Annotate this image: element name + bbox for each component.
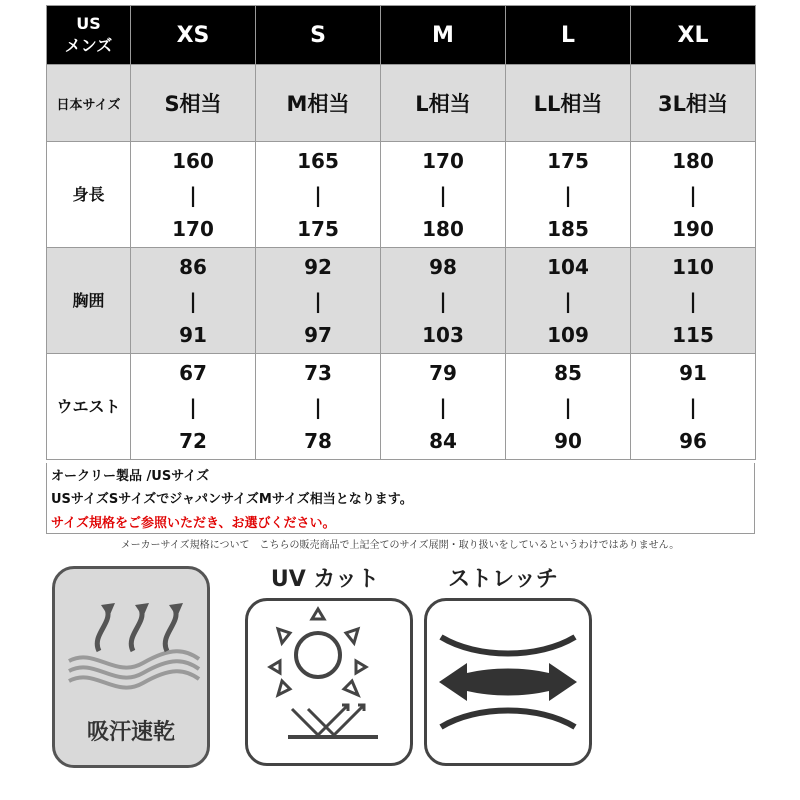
range-separator: | bbox=[564, 182, 572, 207]
range-separator: | bbox=[439, 394, 447, 419]
japan-size-cell: M相当 bbox=[256, 65, 381, 142]
range-max: 190 bbox=[672, 216, 714, 241]
chest-label: 胸囲 bbox=[47, 248, 131, 354]
range-separator: | bbox=[564, 394, 572, 419]
range-cell bbox=[381, 248, 506, 354]
size-notes bbox=[46, 463, 755, 534]
note-oakley-us-size: オークリー製品 /USサイズ bbox=[51, 469, 210, 484]
uv-cut-icon bbox=[248, 601, 410, 763]
range-max: 90 bbox=[554, 428, 582, 453]
range-separator: | bbox=[564, 288, 572, 313]
range-cell bbox=[631, 354, 756, 460]
range-cell bbox=[131, 248, 256, 354]
range-separator: | bbox=[314, 394, 322, 419]
header-size-l: L bbox=[506, 6, 631, 65]
range-min: 104 bbox=[547, 254, 589, 279]
range-separator: | bbox=[689, 288, 697, 313]
range-min: 175 bbox=[547, 148, 589, 173]
feature-card-sweat bbox=[52, 566, 210, 768]
note-size-warning: サイズ規格をご参照いただき、お選びください。 bbox=[51, 516, 336, 531]
header-size-xs: XS bbox=[131, 6, 256, 65]
stretch-icon bbox=[427, 601, 589, 763]
size-header-row bbox=[47, 6, 756, 65]
range-cell bbox=[381, 354, 506, 460]
feature-title-uv: UV カット bbox=[270, 567, 380, 592]
range-cell bbox=[256, 354, 381, 460]
japan-size-label: 日本サイズ bbox=[47, 65, 131, 142]
range-max: 97 bbox=[304, 322, 332, 347]
range-min: 98 bbox=[429, 254, 457, 279]
range-min: 160 bbox=[172, 148, 214, 173]
feature-card-uv bbox=[245, 598, 413, 766]
japan-size-cell: L相当 bbox=[381, 65, 506, 142]
japan-size-cell: S相当 bbox=[131, 65, 256, 142]
range-min: 86 bbox=[179, 254, 207, 279]
range-cell bbox=[131, 354, 256, 460]
range-separator: | bbox=[189, 288, 197, 313]
range-max: 109 bbox=[547, 322, 589, 347]
note-size-equivalence: USサイズSサイズでジャパンサイズMサイズ相当となります。 bbox=[51, 492, 413, 507]
range-cell bbox=[381, 142, 506, 248]
range-min: 79 bbox=[429, 360, 457, 385]
range-max: 180 bbox=[422, 216, 464, 241]
header-size-s: S bbox=[256, 6, 381, 65]
range-separator: | bbox=[314, 288, 322, 313]
range-max: 175 bbox=[297, 216, 339, 241]
sweat-absorb-icon bbox=[55, 579, 207, 709]
range-max: 103 bbox=[422, 322, 464, 347]
chest-row bbox=[47, 248, 756, 354]
range-separator: | bbox=[189, 394, 197, 419]
range-cell bbox=[506, 248, 631, 354]
range-max: 78 bbox=[304, 428, 332, 453]
range-max: 170 bbox=[172, 216, 214, 241]
range-max: 72 bbox=[179, 428, 207, 453]
range-separator: | bbox=[314, 182, 322, 207]
japan-size-cell: 3L相当 bbox=[631, 65, 756, 142]
range-max: 96 bbox=[679, 428, 707, 453]
header-corner-us: US bbox=[76, 14, 101, 33]
range-max: 91 bbox=[179, 322, 207, 347]
range-min: 110 bbox=[672, 254, 714, 279]
waist-row bbox=[47, 354, 756, 460]
range-max: 185 bbox=[547, 216, 589, 241]
range-separator: | bbox=[689, 394, 697, 419]
range-cell bbox=[631, 142, 756, 248]
range-max: 84 bbox=[429, 428, 457, 453]
range-min: 92 bbox=[304, 254, 332, 279]
height-label: 身長 bbox=[47, 142, 131, 248]
size-table bbox=[46, 5, 756, 460]
range-max: 115 bbox=[672, 322, 714, 347]
range-min: 170 bbox=[422, 148, 464, 173]
range-min: 91 bbox=[679, 360, 707, 385]
range-cell bbox=[631, 248, 756, 354]
range-min: 73 bbox=[304, 360, 332, 385]
range-min: 85 bbox=[554, 360, 582, 385]
range-separator: | bbox=[689, 182, 697, 207]
header-size-xl: XL bbox=[631, 6, 756, 65]
header-size-m: M bbox=[381, 6, 506, 65]
japan-size-cell: LL相当 bbox=[506, 65, 631, 142]
maker-size-disclaimer: メーカーサイズ規格について こちらの販売商品で上記全てのサイズ展開・取り扱いをしているというわけではありません。 bbox=[120, 540, 680, 551]
feature-label-sweat: 吸汗速乾 bbox=[86, 720, 175, 745]
range-cell bbox=[256, 142, 381, 248]
japan-size-row bbox=[47, 65, 756, 142]
range-separator: | bbox=[189, 182, 197, 207]
range-min: 67 bbox=[179, 360, 207, 385]
header-corner-cell bbox=[47, 6, 131, 65]
range-separator: | bbox=[439, 288, 447, 313]
feature-card-stretch bbox=[424, 598, 592, 766]
range-separator: | bbox=[439, 182, 447, 207]
range-min: 180 bbox=[672, 148, 714, 173]
feature-title-stretch: ストレッチ bbox=[448, 567, 558, 592]
range-cell bbox=[256, 248, 381, 354]
range-min: 165 bbox=[297, 148, 339, 173]
range-cell bbox=[506, 354, 631, 460]
waist-label: ウエスト bbox=[47, 354, 131, 460]
header-corner-mens: メンズ bbox=[64, 36, 113, 55]
range-cell bbox=[131, 142, 256, 248]
height-row bbox=[47, 142, 756, 248]
range-cell bbox=[506, 142, 631, 248]
